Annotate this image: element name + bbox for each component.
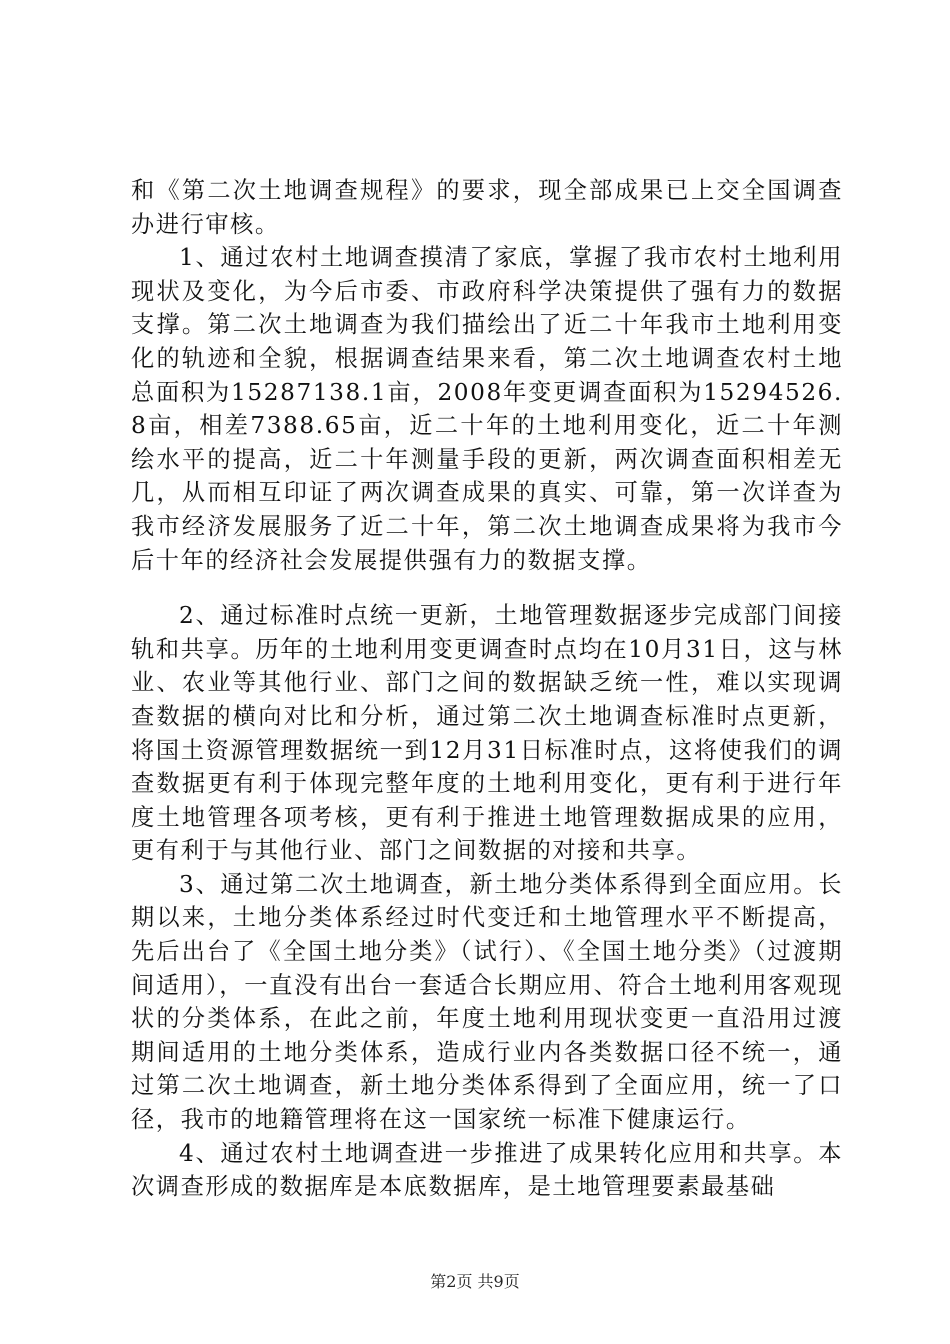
paragraph-item-1: 1、通过农村土地调查摸清了家底，掌握了我市农村土地利用现状及变化，为今后市委、市政府科学决策提供了强有力的数据支撑。第二次土地调查为我们描绘出了近二十年我市土地利用变化的轨迹和全貌，根据调查结果来看，第二次土地调查农村土地总面积为15287138.1亩，2008年变更调查面积为15294526.8亩，相差7388.65亩，近二十年的土地利用变化，近二十年测绘水平的提高，近二十年测量手段的更新，两次调查面积相差无几，从而相互印证了两次调查成果的真实、可靠，第一次详查为我市经济发展服务了近二十年，第二次土地调查成果将为我市今后十年的经济社会发展提供强有力的数据支撑。: [131, 244, 843, 574]
paragraph-item-3: 3、通过第二次土地调查，新土地分类体系得到全面应用。长期以来，土地分类体系经过时代变迁和土地管理水平不断提高，先后出台了《全国土地分类》（试行）、《全国土地分类》（过渡期间适用），一直没有出台一套适合长期应用、符合土地利用客观现状的分类体系，在此之前，年度土地利用现状变更一直沿用过渡期间适用的土地分类体系，造成行业内各类数据口径不统一，通过第二次土地调查，新土地分类体系得到了全面应用，统一了口径，我市的地籍管理将在这一国家统一标准下健康运行。: [131, 870, 843, 1134]
paragraph-continuation: 和《第二次土地调查规程》的要求，现全部成果已上交全国调查办进行审核。: [131, 177, 843, 238]
paragraph-item-4: 4、通过农村土地调查进一步推进了成果转化应用和共享。本次调查形成的数据库是本底数据库，是土地管理要素最基础: [131, 1139, 843, 1201]
document-body: [131, 174, 843, 1204]
page-number-footer: 第2页 共9页: [430, 1272, 520, 1291]
paragraph-item-2: 2、通过标准时点统一更新，土地管理数据逐步完成部门间接轨和共享。历年的土地利用变更调查时点均在10月31日，这与林业、农业等其他行业、部门之间的数据缺乏统一性，难以实现调查数据的横向对比和分析，通过第二次土地调查标准时点更新，将国土资源管理数据统一到12月31日标准时点，这将使我们的调查数据更有利于体现完整年度的土地利用变化，更有利于进行年度土地管理各项考核，更有利于推进土地管理数据成果的应用，更有利于与其他行业、部门之间数据的对接和共享。: [131, 602, 843, 865]
